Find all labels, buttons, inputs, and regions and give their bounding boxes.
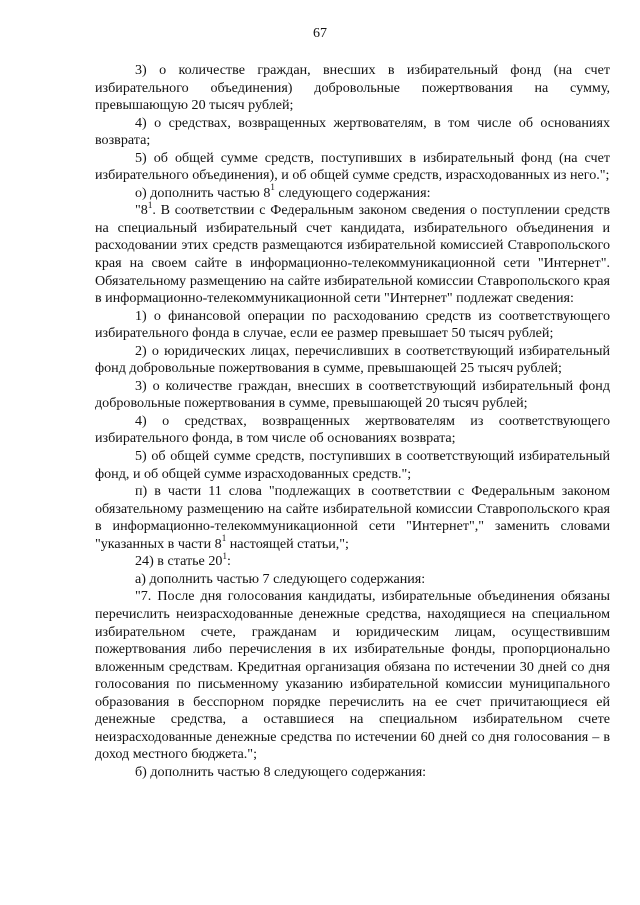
text-segment: 24) в статье 20 bbox=[135, 553, 223, 570]
text-segment: а) дополнить частью 7 следующего содержания: bbox=[135, 570, 426, 587]
text-segment: б) дополнить частью 8 следующего содержания: bbox=[135, 763, 427, 780]
document-body bbox=[95, 62, 610, 781]
text-segment: "8 bbox=[135, 202, 148, 219]
page-number: 67 bbox=[313, 26, 327, 41]
text-segment: 2) о юридических лицах, перечисливших в соответствующий избирательный фонд добровольные пожертвования в сумме, превышающей 25 тысяч рублей; bbox=[95, 342, 610, 377]
superscript: 1 bbox=[222, 550, 227, 561]
text-segment: . В соответствии с Федеральным законом сведения о поступлении средств на специальный избирательный счет кандидата, избирательного объединения и расходовании этих средств размещаются избирательной комиссией Ставропольского края на своем сайте в информационно-телекоммуникационной сети "Интернет". Обязательному размещению на сайте избирательной комиссии Ставропольского края в информационно-телекоммуникационной сети "Интернет" подлежат сведения: bbox=[95, 202, 610, 307]
text-segment: настоящей статьи,"; bbox=[226, 535, 349, 552]
paragraph bbox=[95, 199, 610, 307]
text-segment: 4) о средствах, возвращенных жертвователям из соответствующего избирательного фонда, в том числе об основаниях возврата; bbox=[95, 412, 610, 447]
paragraph bbox=[95, 115, 610, 150]
text-segment: следующего содержания: bbox=[274, 184, 431, 201]
paragraph bbox=[95, 378, 610, 413]
text-segment: 3) о количестве граждан, внесших в избирательный фонд (на счет избирательного объединения) добровольные пожертвования на сумму, превышающую 20 тысяч рублей; bbox=[95, 62, 610, 114]
paragraph bbox=[95, 182, 610, 203]
paragraph bbox=[95, 62, 610, 115]
paragraph bbox=[95, 343, 610, 378]
text-segment: 1) о финансовой операции по расходованию средств из соответствующего избирательного фонда в случае, если ее размер превышает 50 тысяч рублей; bbox=[95, 307, 610, 342]
text-segment: о) дополнить частью 8 bbox=[135, 184, 271, 201]
text-segment: 5) об общей сумме средств, поступивших в избирательный фонд (на счет избирательного объединения), и об общей сумме средств, израсходованных из него."; bbox=[95, 149, 610, 184]
text-segment: "7. После дня голосования кандидаты, избирательные объединения обязаны перечислить неизрасходованные денежные средства, находящиеся на специальном избирательном счете, гражданам и юридическим лицам, осуществившим пожертвования либо перечисления в их избирательные фонды, пропорционально вложенным средствам. Кредитная организация обязана по истечении 30 дней со дня голосования по письменному указанию избирательной комиссии муниципального образования в бесспорном порядке перечислить на ее счет причитающиеся ей денежные средства, а оставшиеся на специальном избирательном счете неизрасходованные денежные средства по истечении 60 дней со дня голосования – в доход местного бюджета."; bbox=[95, 588, 610, 763]
text-segment: : bbox=[226, 553, 231, 570]
paragraph bbox=[95, 764, 610, 782]
paragraph bbox=[95, 550, 610, 571]
superscript: 1 bbox=[147, 199, 153, 210]
paragraph bbox=[95, 413, 610, 448]
paragraph bbox=[95, 571, 610, 589]
text-segment: 3) о количестве граждан, внесших в соответствующий избирательный фонд добровольные пожертвования в сумме, превышающей 20 тысяч рублей; bbox=[95, 377, 610, 412]
paragraph bbox=[95, 588, 610, 763]
text-segment: п) в части 11 слова "подлежащих в соответствии с Федеральным законом обязательному размещению на сайте избирательной комиссии Ставропольского края в информационно-телекоммуникационной сети "Интернет"," заменить словами "указанных в части 8 bbox=[95, 483, 610, 552]
paragraph bbox=[95, 448, 610, 483]
paragraph bbox=[95, 308, 610, 343]
superscript: 1 bbox=[270, 182, 275, 193]
text-segment: 4) о средствах, возвращенных жертвователям, в том числе об основаниях возврата; bbox=[95, 114, 610, 149]
text-segment: 5) об общей сумме средств, поступивших в соответствующий избирательный фонд, и об общей сумме израсходованных средств."; bbox=[95, 448, 610, 482]
paragraph bbox=[95, 150, 610, 185]
paragraph bbox=[95, 483, 610, 553]
superscript: 1 bbox=[221, 533, 227, 544]
